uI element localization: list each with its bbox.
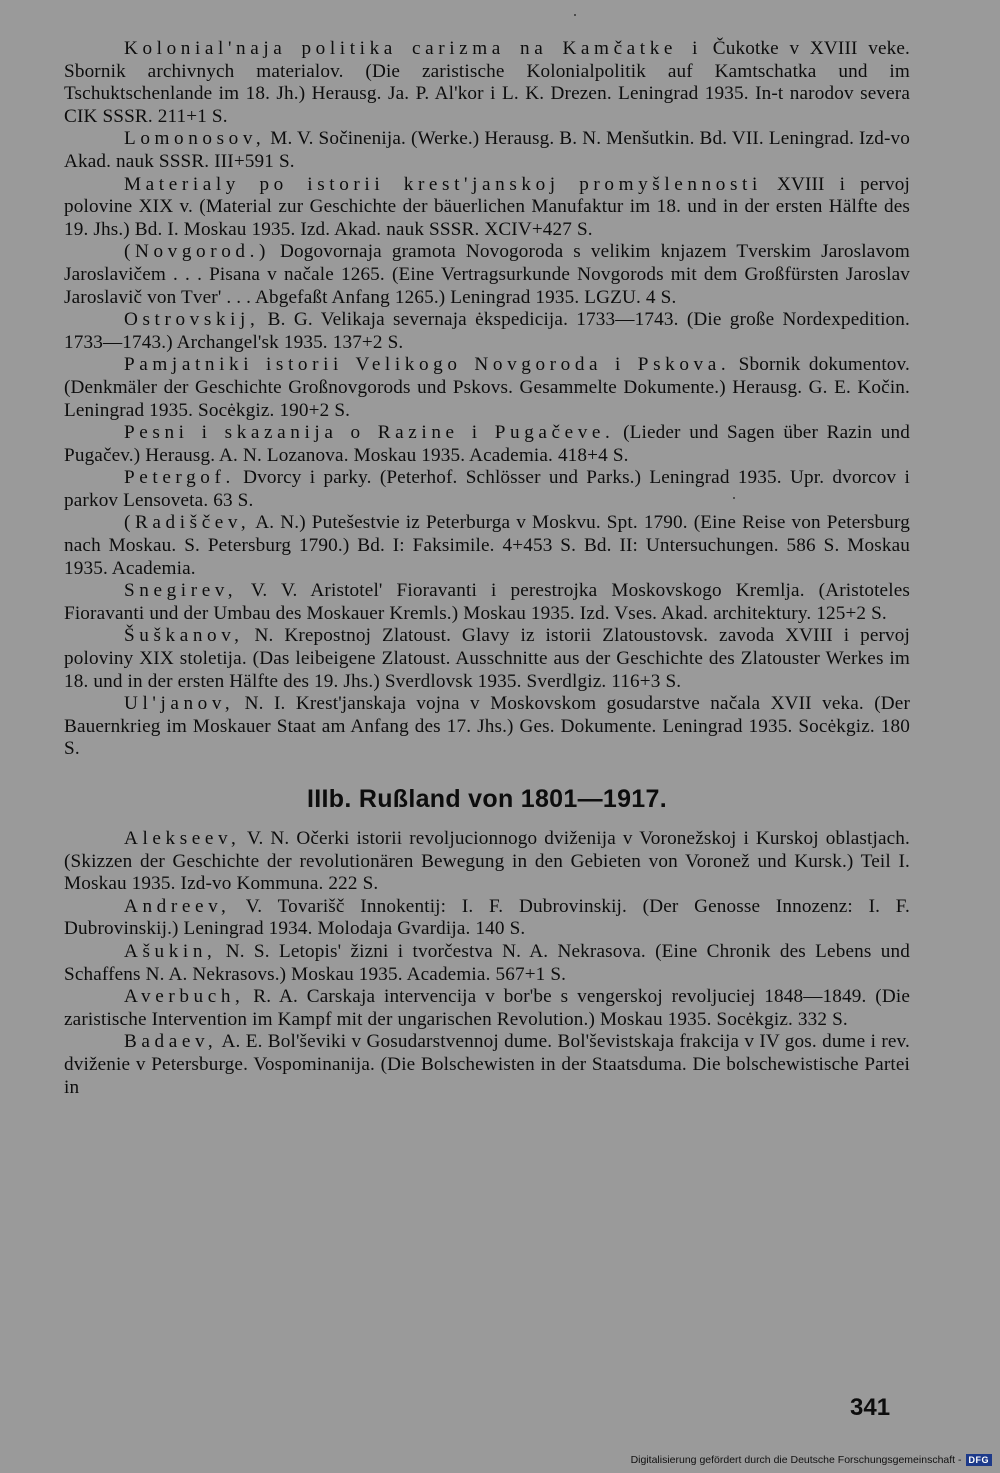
- section-heading: IIIb. Rußland von 1801—1917.: [307, 785, 667, 813]
- bibliography-entry: [64, 309, 910, 354]
- entry-text: V. N. Očerki istorii revoljucionnogo dviženija v Voronežskoj i Kurskoj oblastjach. (Skizzen der Geschichte der revolutionären Bewegung in den Gebieten von Voronež und Kursk.) Teil I. Moskau 1935. Izd-vo Kommuna. 222 S.: [64, 828, 910, 895]
- bibliography-entry: [64, 986, 910, 1031]
- entry-author: Badaev,: [124, 1031, 218, 1053]
- entry-text: M. V. Sočinenija. (Werke.) Herausg. B. N. Menšutkin. Bd. VII. Leningrad. Izd-vo Akad. nauk SSSR. III+591 S.: [64, 128, 910, 172]
- bibliography-entry: [64, 241, 910, 309]
- entry-author: Ostrovskij,: [124, 309, 260, 331]
- entry-author: Andreev,: [124, 895, 231, 917]
- bibliography-list-2: [64, 828, 910, 1099]
- entry-author: Pamjatniki istorii Velikogo Novgoroda i Pskova.: [124, 354, 731, 376]
- bibliography-entry: [64, 625, 910, 693]
- bibliography-list-1: [64, 38, 910, 761]
- entry-text: V. V. Aristotel' Fioravanti i perestrojka Moskovskogo Kremlja. (Aristoteles Fioravanti und der Umbau des Moskauer Kremls.) Moskau 1935. Izd. Vses. Akad. architektury. 125+2 S.: [64, 580, 910, 624]
- entry-text: N. S. Letopis' žizni i tvorčestva N. A. Nekrasova. (Eine Chronik des Lebens und Schaffens N. A. Nekrasovs.) Moskau 1935. Academia. 567+1 S.: [64, 940, 910, 985]
- entry-author: (Radiščev,: [124, 512, 251, 534]
- bibliography-entry: [64, 693, 910, 761]
- entry-author: Ul'janov,: [124, 693, 235, 715]
- entry-author: Kolonial'naja politika carizma na Kamčatke i: [124, 38, 703, 59]
- entry-text: Dvorcy i parky. (Peterhof. Schlösser und Parks.) Leningrad 1935. Upr. dvorcov i parkov Lensoveta. 63 S.: [64, 467, 910, 511]
- entry-author: Averbuch,: [124, 986, 245, 1008]
- footer-text: Digitalisierung gefördert durch die Deutsche Forschungsgemeinschaft -: [630, 1454, 962, 1466]
- dfg-logo: DFG: [966, 1454, 993, 1466]
- bibliography-entry: [64, 580, 910, 625]
- bibliography-entry: [64, 174, 910, 242]
- entry-text: N. Krepostnoj Zlatoust. Glavy iz istorii Zlatoustovsk. zavoda XVIII i pervoj poloviny XIX stoletija. (Das leibeigene Zlatoust. Ausschnitte aus der Geschichte des Zlatouster Werkes im 18. und in der ersten Hälfte des 19. Jhs.) Sverdlovsk 1935. Sverdlgiz. 116+3 S.: [64, 625, 910, 692]
- bibliography-entry: [64, 512, 910, 580]
- entry-text: (Lieder und Sagen über Razin und Pugačev.) Herausg. A. N. Lozanova. Moskau 1935. Academia. 418+4 S.: [64, 422, 910, 466]
- entry-author: Petergof.: [124, 467, 235, 489]
- entry-author: Pesni i skazanija o Razine i Pugačeve.: [124, 422, 615, 444]
- page-number: 341: [850, 1394, 891, 1421]
- entry-text: Sbornik dokumentov. (Denkmäler der Geschichte Großnovgorods und Pskovs. Gesammelte Dokumente.) Herausg. G. E. Kočin. Leningrad 1935. Socėkgiz. 190+2 S.: [64, 354, 910, 421]
- entry-text: N. I. Krest'janskaja vojna v Moskovskom gosudarstve načala XVII veka. (Der Bauernkrieg im Moskauer Staat am Anfang des 17. Jhs.) Ges. Dokumente. Leningrad 1935. Socėkgiz. 180 S.: [64, 693, 910, 760]
- bibliography-entry: [64, 828, 910, 896]
- bibliography-entry: [64, 128, 910, 173]
- bibliography-entry: [64, 38, 910, 128]
- print-speck: [733, 497, 735, 499]
- entry-text: Čukotke v XVIII veke. Sbornik archivnych materialov. (Die zaristische Kolonialpolitik auf Kamtschatka und im Tschuktschenlande im 18. Jh.) Herausg. Ja. P. Al'kor i L. K. Drezen. Leningrad 1935. In-t narodov severa CIK SSSR. 211+1 S.: [64, 38, 910, 127]
- entry-text: A. E. Bol'ševiki v Gosudarstvennoj dume. Bol'ševistskaja frakcija v IV gos. dume i rev. dviženie v Petersburge. Vospominanija. (Die Bolschewisten in der Staatsduma. Die bolschewistische Partei in: [64, 1031, 910, 1098]
- entry-text: Dogovornaja gramota Novogoroda s velikim knjazem Tverskim Jaroslavom Jaroslavičem . . . Pisana v načale 1265. (Eine Vertragsurkunde Novgorods mit dem Großfürsten Jaroslav Jaroslavič von Tver' . . . Abgefaßt Anfang 1265.) Leningrad 1935. LGZU. 4 S.: [64, 241, 910, 308]
- footer: [631, 1452, 992, 1468]
- bibliography-entry: [64, 467, 910, 512]
- entry-text: XVIII i pervoj polovine XIX v. (Material zur Geschichte der bäuerlichen Manufaktur im 18. und in der ersten Hälfte des 19. Jhs.) Bd. I. Moskau 1935. Izd. Akad. nauk SSSR. XCIV+427 S.: [64, 173, 911, 240]
- entry-author: Ašukin,: [124, 940, 217, 962]
- entry-author: Snegirev,: [124, 580, 238, 602]
- entry-author: Lomonosov,: [124, 128, 266, 150]
- bibliography-entry: [64, 422, 910, 467]
- entry-text: B. G. Velikaja severnaja ėkspedicija. 1733—1743. (Die große Nordexpedition. 1733—1743.) Archangel'sk 1935. 137+2 S.: [64, 309, 910, 353]
- entry-author: (Novgorod.): [124, 241, 270, 263]
- bibliography-entry: [64, 941, 910, 986]
- print-speck: [574, 14, 576, 16]
- entry-author: Materialy po istorii krest'janskoj promyšlennosti: [124, 173, 762, 195]
- entry-author: Šuškanov,: [124, 625, 244, 647]
- entry-text: V. Tovarišč Innokentij: I. F. Dubrovinskij. (Der Genosse Innozenz: I. F. Dubrovinskij.) Leningrad 1934. Molodaja Gvardija. 140 S.: [64, 895, 910, 940]
- entry-text: A. N.) Putešestvie iz Peterburga v Moskvu. Spt. 1790. (Eine Reise von Petersburg nach Moskau. S. Petersburg 1790.) Bd. I: Faksimile. 4+453 S. Bd. II: Untersuchungen. 586 S. Moskau 1935. Academia.: [64, 512, 910, 579]
- page-content: [64, 38, 910, 1099]
- entry-text: R. A. Carskaja intervencija v bor'be s vengerskoj revoljuciej 1848—1849. (Die zaristische Intervention im Kampf mit der ungarischen Revolution.) Moskau 1935. Socėkgiz. 332 S.: [64, 986, 910, 1030]
- bibliography-entry: [64, 354, 910, 422]
- bibliography-entry: [64, 896, 910, 941]
- bibliography-entry: [64, 1031, 910, 1099]
- entry-author: Alekseev,: [124, 828, 241, 849]
